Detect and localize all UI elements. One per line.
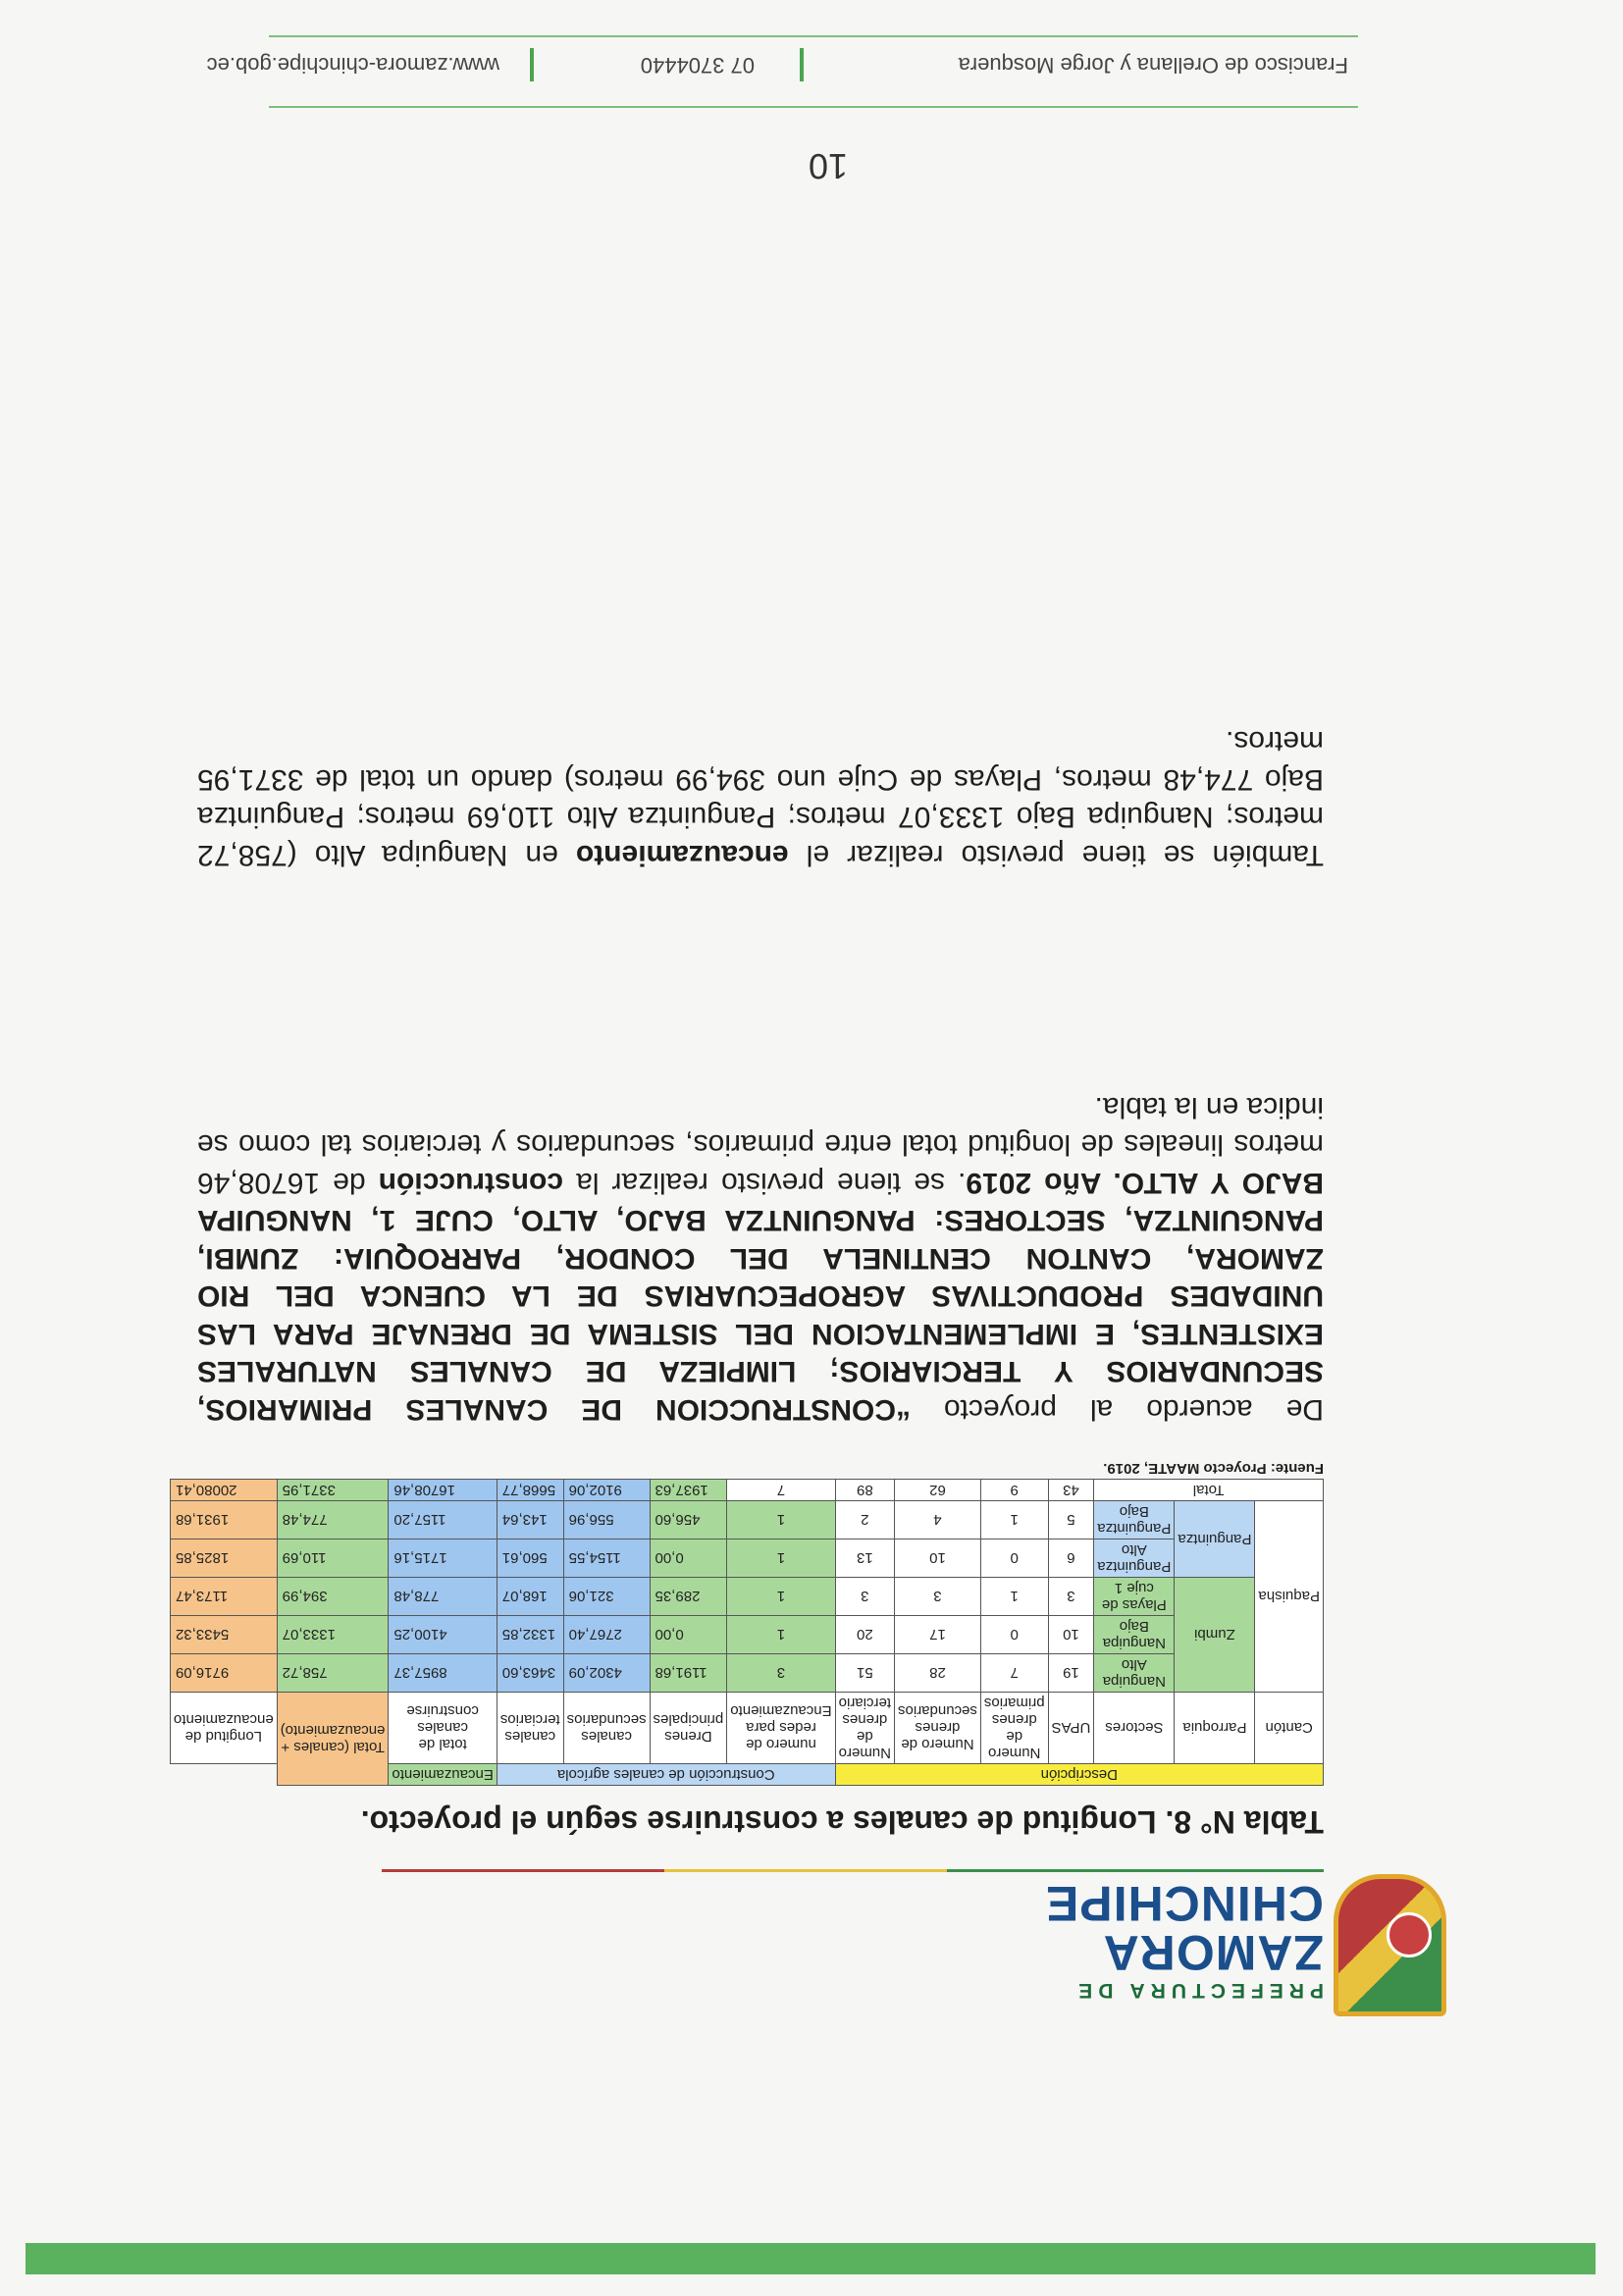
header-canales-terciarios: canales terciarios <box>497 1693 563 1764</box>
cell-v3: 1332,85 <box>497 1616 563 1654</box>
page-number: 10 <box>808 146 848 186</box>
cell-parroquia-zumbi: Zumbi <box>1175 1578 1255 1693</box>
header-longitud-encauz: Longitud de encauzamiento <box>170 1693 277 1764</box>
cell-upas: 5 <box>1048 1501 1094 1539</box>
header-total-canales: total de canales construirse <box>389 1693 497 1764</box>
cell-enc: 758,72 <box>277 1654 389 1693</box>
footer-phone: 07 3704440 <box>640 53 755 78</box>
cell-upas: 3 <box>1048 1578 1094 1616</box>
header-num-redes: numero de redes para Encauzamiento <box>727 1693 835 1764</box>
footer-address: Francisco de Orellana y Jorge Mosquera <box>958 53 1348 78</box>
header-num-drenes: Numero de drenes primarios <box>980 1693 1048 1764</box>
cell-tot: 1825,85 <box>170 1539 277 1578</box>
brand-name <box>1044 1876 1324 1980</box>
cell-d1: 9 <box>980 1480 1048 1501</box>
cell-d4: 1 <box>727 1501 835 1539</box>
header-construccion: Construcción de canales agrícola <box>497 1764 835 1786</box>
p2-text1: También se tiene previsto realizar el <box>788 839 1324 871</box>
footer <box>206 44 1358 83</box>
cell-v3: 143,64 <box>497 1501 563 1539</box>
cell-v1: 0,00 <box>650 1539 727 1578</box>
cell-v2: 9102,06 <box>563 1480 650 1501</box>
cell-v1: 456,60 <box>650 1501 727 1539</box>
cell-d3: 51 <box>835 1654 894 1693</box>
header-encauzamiento: Encauzamiento <box>389 1764 497 1786</box>
footer-bottom-line <box>269 35 1358 37</box>
brand-small-text: PREFECTURA DE <box>1073 1979 1324 2002</box>
cell-d1: 0 <box>980 1616 1048 1654</box>
cell-d3: 20 <box>835 1616 894 1654</box>
cell-d1: 1 <box>980 1501 1048 1539</box>
cell-v1: 1937,63 <box>650 1480 727 1501</box>
canales-table <box>170 1479 1324 1786</box>
header-canales-secundarios: canales secundarios <box>563 1693 650 1764</box>
table-total-row <box>170 1480 1323 1501</box>
cell-v2: 1154,55 <box>563 1539 650 1578</box>
cell-d4: 3 <box>727 1654 835 1693</box>
cell-parroquia-panguintza: Panguintza <box>1175 1501 1255 1578</box>
cell-d2: 62 <box>895 1480 981 1501</box>
cell-d3: 13 <box>835 1539 894 1578</box>
cell-v4: 1157,20 <box>389 1501 497 1539</box>
cell-d3: 89 <box>835 1480 894 1501</box>
cell-sector: Playas de cuje 1 <box>1094 1578 1175 1616</box>
cell-v3: 168,07 <box>497 1578 563 1616</box>
cell-d2: 17 <box>895 1616 981 1654</box>
header-canton: Cantón <box>1255 1693 1324 1764</box>
cell-upas: 6 <box>1048 1539 1094 1578</box>
cell-d4: 1 <box>727 1539 835 1578</box>
p1-bold-construccion: construcción <box>378 1167 564 1199</box>
cell-d1: 0 <box>980 1539 1048 1578</box>
cell-enc: 110,69 <box>277 1539 389 1578</box>
cell-enc: 774,48 <box>277 1501 389 1539</box>
cell-tot: 1931,68 <box>170 1501 277 1539</box>
header-parroquia: Parroquia <box>1175 1693 1255 1764</box>
cell-v2: 321,06 <box>563 1578 650 1616</box>
brand-underline <box>382 1869 1324 1872</box>
cell-sector: Panguintza Bajo <box>1094 1501 1175 1539</box>
cell-sector: Nanguipa Bajo <box>1094 1616 1175 1654</box>
footer-separator <box>800 48 804 81</box>
cell-v3: 3463,60 <box>497 1654 563 1693</box>
prefecture-logo-icon <box>1334 1874 1446 2016</box>
header-num-drenes-ter: Numero de drenes terciario <box>835 1693 894 1764</box>
header-sectores: Sectores <box>1094 1693 1175 1764</box>
p1-project-title: “CONSTRUCCION DE CANALES PRIMARIOS, SECUNDARIOS Y TERCIARIOS; LIMPIEZA DE CANALES NATURALES EXISTENTES, E IMPLEMENTACION DEL SISTEMA DE DRENAJE PARA LAS UNIDADES PRODUCTIVAS AGROPECUARIAS DE LA CUENCA DEL RIO ZAMORA, CANTON CENTINELA DEL CONDOR, PARROQUIA: ZUMBI, PANGUINTZA, SECTORES: PANGUINTZA BAJO, ALTO, CUJE 1, NANGUIPA BAJO Y ALTO. Año 2019 <box>197 1167 1324 1426</box>
p2-text2: en Nanguipa Alto (758,72 metros; Nanguipa Bajo 1333,07 metros; Panguintza Alto 110,69 metros; Panguintza Bajo 774,48 metros, Playas de Cuje uno 394,99 metros) dando un total de 3371,95 metros. <box>197 725 1324 871</box>
cell-d2: 3 <box>895 1578 981 1616</box>
cell-v2: 2767,40 <box>563 1616 650 1654</box>
paragraph-encauzamiento <box>197 722 1324 873</box>
table-row <box>170 1539 1323 1578</box>
cell-v4: 16708,46 <box>389 1480 497 1501</box>
table-row <box>170 1654 1323 1693</box>
cell-upas: 43 <box>1048 1480 1094 1501</box>
paragraph-construccion <box>197 1088 1324 1429</box>
cell-v1: 0,00 <box>650 1616 727 1654</box>
cell-v3: 5668,77 <box>497 1480 563 1501</box>
header-upas: UPAS <box>1048 1693 1094 1764</box>
brand-line1: ZAMORA <box>1102 1925 1324 1980</box>
table-title: Tabla N° 8. Longitud de canales a construirse según el proyecto. <box>360 1804 1324 1840</box>
cell-v4: 778,48 <box>389 1578 497 1616</box>
footer-separator <box>530 48 534 81</box>
cell-sector: Nanguipa Alto <box>1094 1654 1175 1693</box>
cell-d3: 2 <box>835 1501 894 1539</box>
p2-bold-encauzamiento: encauzamiento <box>575 839 789 871</box>
cell-enc: 3371,95 <box>277 1480 389 1501</box>
cell-v1: 289,35 <box>650 1578 727 1616</box>
cell-d4: 1 <box>727 1616 835 1654</box>
cell-d1: 1 <box>980 1578 1048 1616</box>
p1-text2: . se tiene previsto realizar la <box>563 1167 967 1199</box>
cell-v3: 560,61 <box>497 1539 563 1578</box>
header-num-drenes-sec: Numero de drenes secundarios <box>895 1693 981 1764</box>
brand-line2: CHINCHIPE <box>1044 1876 1324 1931</box>
cell-enc: 394,99 <box>277 1578 389 1616</box>
cell-tot: 20080,41 <box>170 1480 277 1501</box>
header-drenes-principales: Drenes principales <box>650 1693 727 1764</box>
cell-d4: 7 <box>727 1480 835 1501</box>
p1-text1: De acuerdo al proyecto <box>910 1393 1324 1426</box>
cell-upas: 10 <box>1048 1616 1094 1654</box>
cell-d2: 10 <box>895 1539 981 1578</box>
p1-text3: de 16708,46 metros lineales de longitud total entre primarios, secundarios y terciarios tal como se indica en la tabla. <box>197 1091 1324 1199</box>
cell-tot: 9716,09 <box>170 1654 277 1693</box>
table-row <box>170 1501 1323 1539</box>
cell-canton: Paquisha <box>1255 1501 1324 1693</box>
header-total: Total (canales + encauzamiento) <box>277 1693 389 1786</box>
table-row <box>170 1578 1323 1616</box>
cell-d2: 4 <box>895 1501 981 1539</box>
cell-sector: Panguintza Alto <box>1094 1539 1175 1578</box>
table-source: Fuente: Proyecto MAATE, 2019. <box>1103 1460 1324 1477</box>
cell-upas: 19 <box>1048 1654 1094 1693</box>
footer-top-line <box>269 106 1358 108</box>
cell-v2: 4302,09 <box>563 1654 650 1693</box>
top-green-bar <box>26 2243 1596 2274</box>
footer-website[interactable]: www.zamora-chinchipe.gob.ec <box>206 53 499 78</box>
cell-d2: 28 <box>895 1654 981 1693</box>
cell-v2: 556,96 <box>563 1501 650 1539</box>
cell-v4: 8957,37 <box>389 1654 497 1693</box>
cell-d4: 1 <box>727 1578 835 1616</box>
cell-total-label: Total <box>1094 1480 1324 1501</box>
table-row <box>170 1616 1323 1654</box>
cell-v4: 4100,25 <box>389 1616 497 1654</box>
cell-d3: 3 <box>835 1578 894 1616</box>
cell-tot: 5433,32 <box>170 1616 277 1654</box>
cell-d1: 7 <box>980 1654 1048 1693</box>
header-descripcion: Descripción <box>835 1764 1323 1786</box>
cell-enc: 1333,07 <box>277 1616 389 1654</box>
cell-v1: 1191,68 <box>650 1654 727 1693</box>
cell-v4: 1715,16 <box>389 1539 497 1578</box>
cell-tot: 1173,47 <box>170 1578 277 1616</box>
